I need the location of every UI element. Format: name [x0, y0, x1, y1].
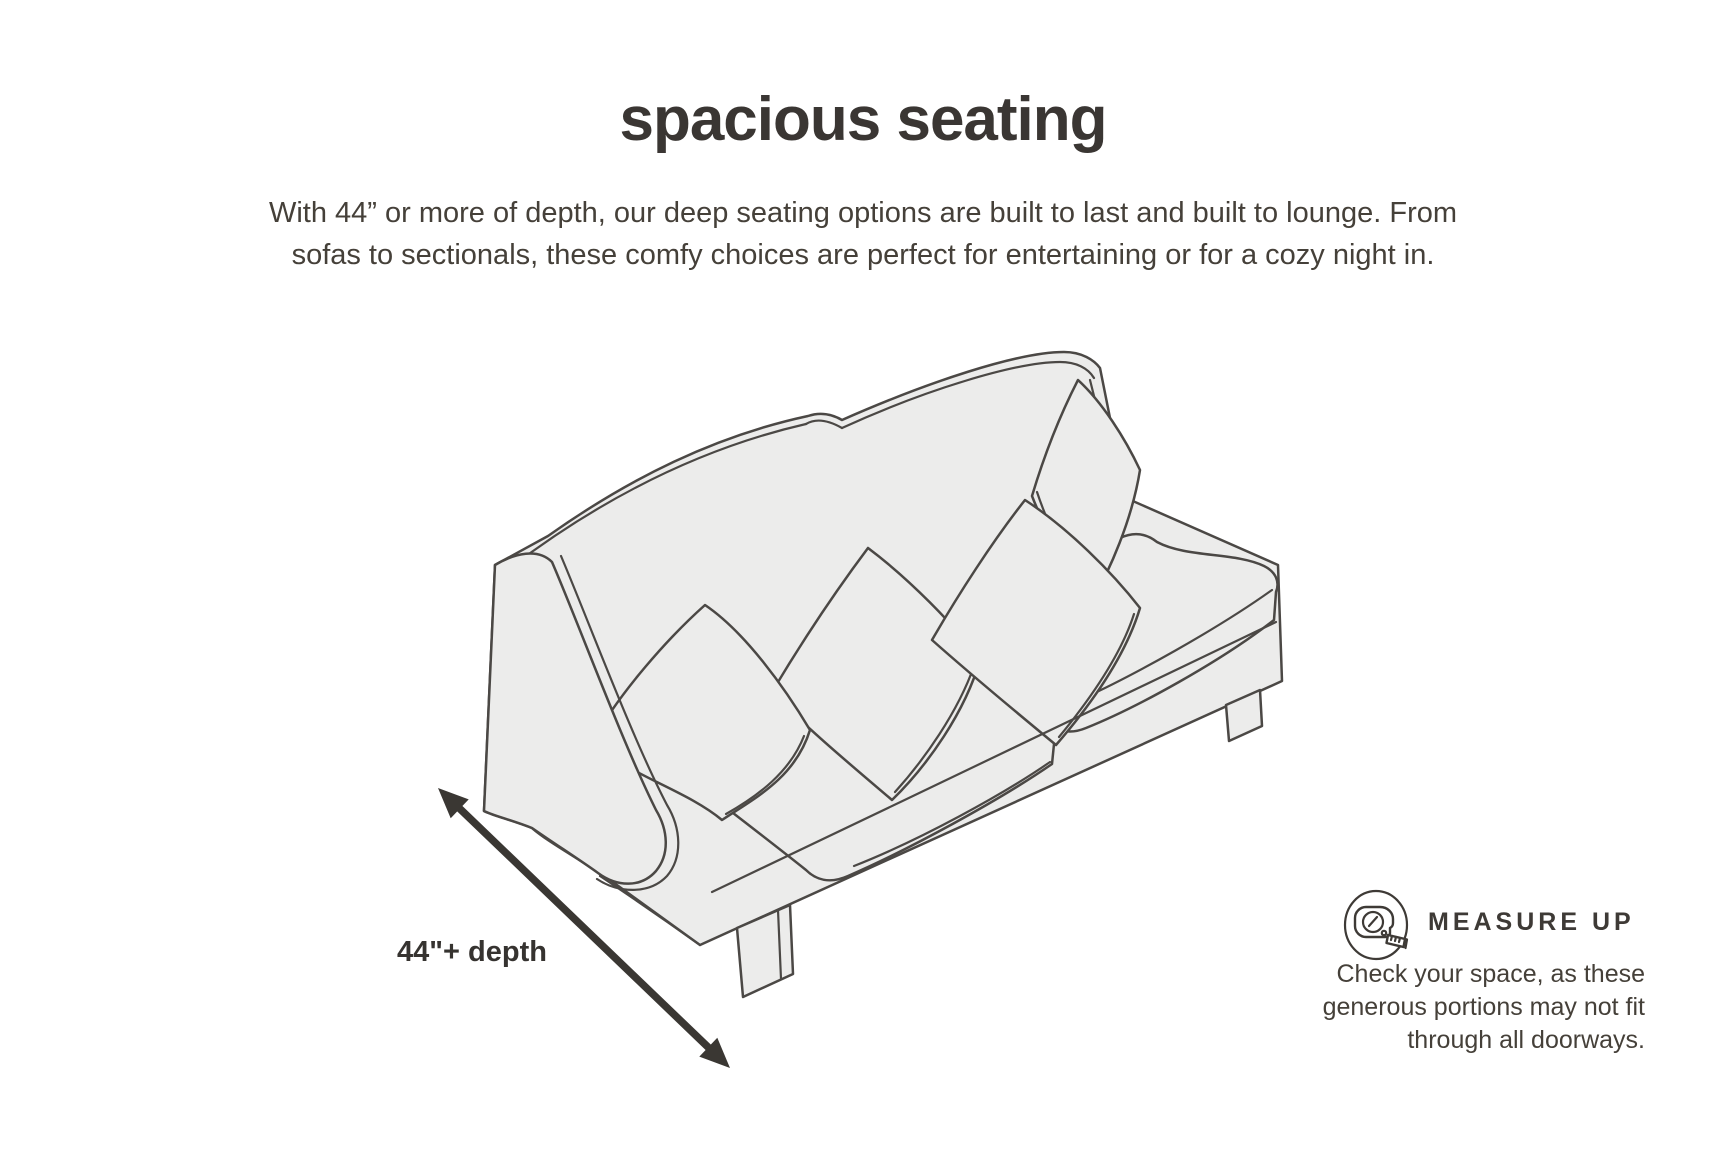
measure-note-line-1: Check your space, as these: [1336, 960, 1645, 988]
measure-note-line-2: generous portions may not fit: [1322, 993, 1645, 1021]
intro-line-1: With 44” or more of depth, our deep seating options are built to last and built to lounge. From: [268, 197, 1458, 229]
intro-paragraph: [0, 192, 1726, 276]
tape-measure-icon: [1342, 888, 1410, 962]
depth-label: 44"+ depth: [397, 936, 547, 968]
measure-up-heading: MEASURE UP: [1428, 908, 1635, 936]
page-title: spacious seating: [619, 85, 1107, 154]
intro-line-2: sofas to sectionals, these comfy choices are perfect for entertaining or for a cozy night in.: [291, 239, 1435, 271]
measure-note-line-3: through all doorways.: [1407, 1026, 1645, 1054]
measure-up-note: [1285, 958, 1645, 1057]
depth-arrow: [400, 770, 750, 1090]
double-arrow-icon: [400, 770, 750, 1090]
